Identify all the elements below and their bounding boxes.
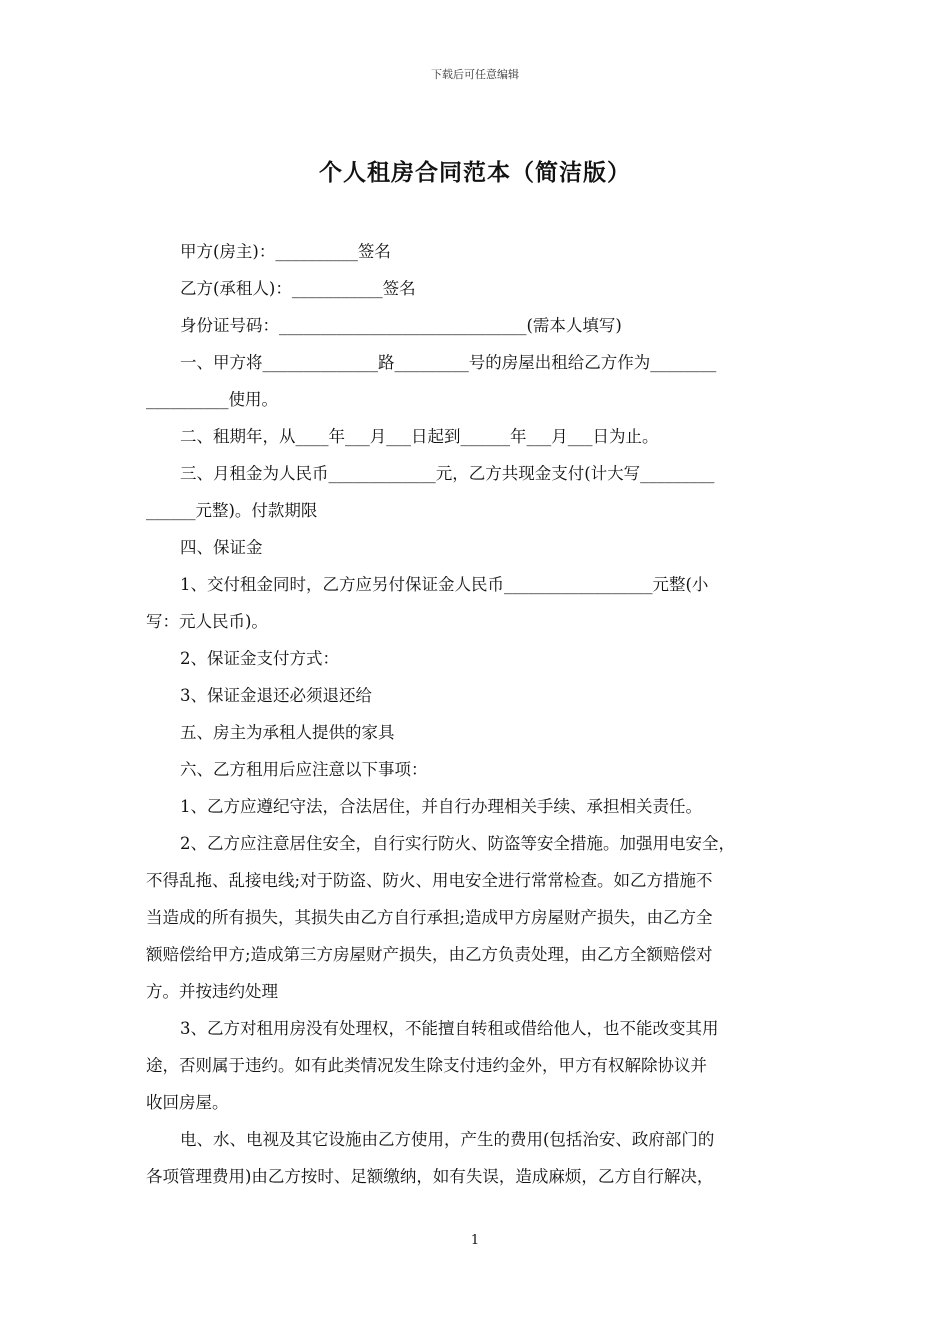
text-line: 乙方(承租人)：___________签名 <box>180 279 416 298</box>
text-line: 不得乱拖、乱接电线;对于防盗、防火、用电安全进行常常检查。如乙方措施不 <box>146 871 713 890</box>
text-line: 1、乙方应遵纪守法，合法居住，并自行办理相关手续、承担相关责任。 <box>180 797 702 816</box>
document-title: 个人租房合同范本（简洁版） <box>319 159 631 186</box>
text-line: 五、房主为承租人提供的家具 <box>180 723 395 742</box>
text-line: 身份证号码：______________________________(需本人填写) <box>180 316 622 335</box>
text-line: 3、乙方对租用房没有处理权，不能擅自转租或借给他人，也不能改变其用 <box>180 1019 719 1038</box>
text-line: 三、月租金为人民币_____________元，乙方共现金支付(计大写_________ <box>180 464 715 483</box>
text-line: 电、水、电视及其它设施由乙方使用，产生的费用(包括治安、政府部门的 <box>180 1130 715 1149</box>
text-line: 2、保证金支付方式： <box>180 649 339 668</box>
text-line: 方。并按违约处理 <box>146 982 278 1001</box>
text-line: 2、乙方应注意居住安全，自行实行防火、防盗等安全措施。加强用电安全， <box>180 834 735 853</box>
text-line: 额赔偿给甲方;造成第三方房屋财产损失，由乙方负责处理，由乙方全额赔偿对 <box>146 945 713 964</box>
text-line: 当造成的所有损失，其损失由乙方自行承担;造成甲方房屋财产损失，由乙方全 <box>146 908 713 927</box>
text-line: 一、甲方将______________路_________号的房屋出租给乙方作为________ <box>180 353 717 372</box>
text-line: 收回房屋。 <box>146 1093 229 1112</box>
text-line: 途，否则属于违约。如有此类情况发生除支付违约金外，甲方有权解除协议并 <box>146 1056 707 1075</box>
text-line: 各项管理费用)由乙方按时、足额缴纳，如有失误，造成麻烦，乙方自行解决， <box>146 1167 714 1186</box>
text-line: __________使用。 <box>146 390 278 409</box>
header-note: 下载后可任意编辑 <box>431 68 519 81</box>
text-line: 3、保证金退还必须退还给 <box>180 686 372 705</box>
text-line: 六、乙方租用后应注意以下事项： <box>180 760 428 779</box>
text-line: 二、租期年，从____年___月___日起到______年___月___日为止。 <box>180 427 659 446</box>
text-line: 1、交付租金同时，乙方应另付保证金人民币__________________元整(小 <box>180 575 709 594</box>
contract-body <box>146 233 808 1195</box>
text-line: 四、保证金 <box>180 538 263 557</box>
text-line: ______元整)。付款期限 <box>146 501 318 520</box>
text-line: 写：元人民币)。 <box>146 612 268 631</box>
page-number: 1 <box>470 1233 480 1248</box>
text-line: 甲方(房主)：__________签名 <box>180 242 391 261</box>
